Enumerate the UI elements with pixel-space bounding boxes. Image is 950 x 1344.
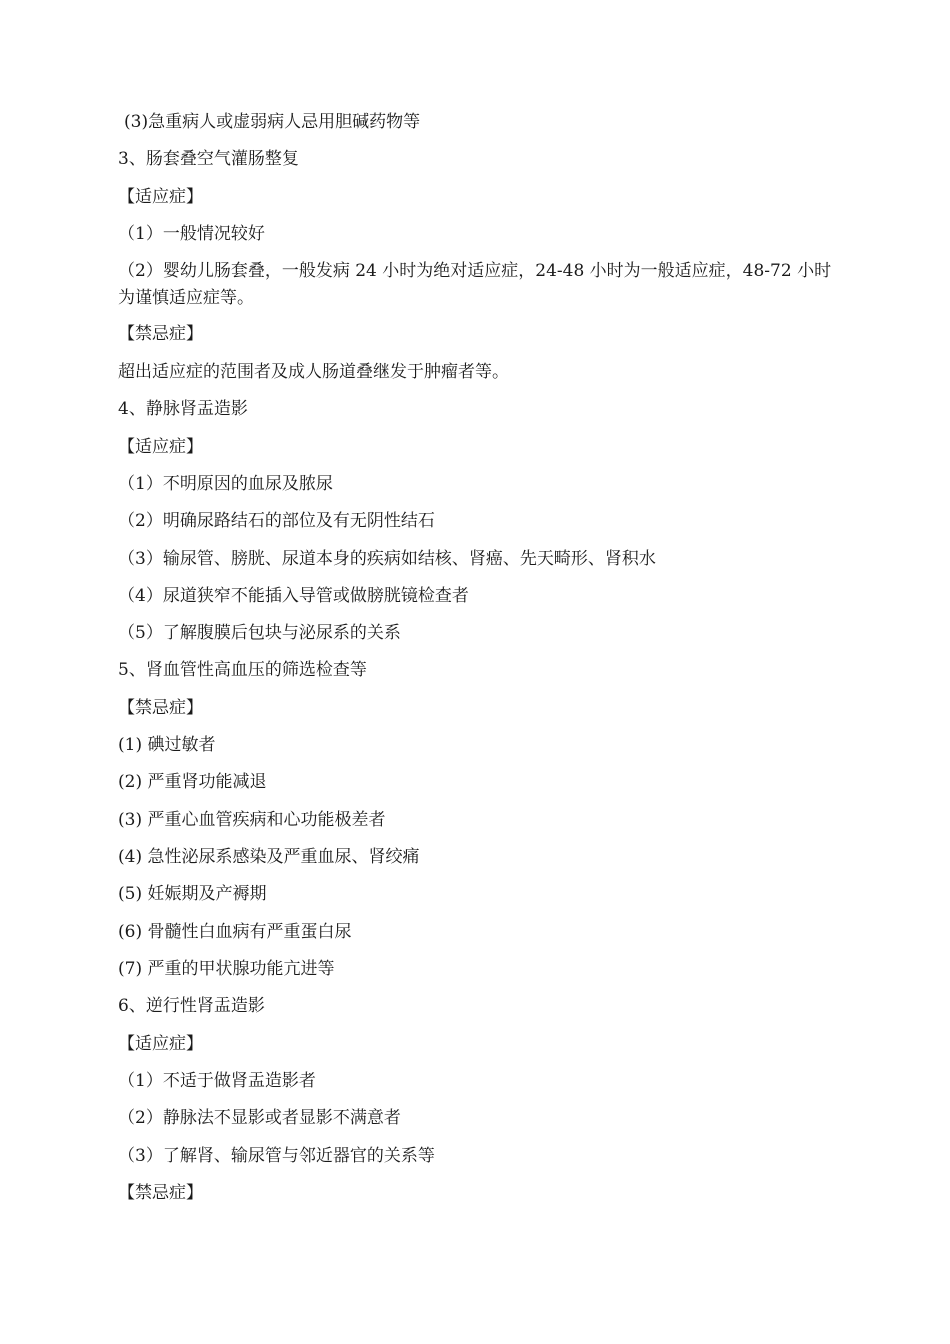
section-heading: 3、肠套叠空气灌肠整复 xyxy=(118,149,299,169)
list-item: （1）不适于做肾盂造影者 xyxy=(118,1071,316,1091)
list-item: (5) 妊娠期及产褥期 xyxy=(118,884,267,904)
subsection-label: 【适应症】 xyxy=(118,1034,203,1054)
list-item: （2）静脉法不显影或者显影不满意者 xyxy=(118,1108,401,1128)
paragraph: 超出适应症的范围者及成人肠道叠继发于肿瘤者等。 xyxy=(118,362,509,382)
section-heading: 5、肾血管性高血压的筛选检查等 xyxy=(118,660,367,680)
subsection-label: 【适应症】 xyxy=(118,437,203,457)
list-item: （4）尿道狭窄不能插入导管或做膀胱镜检查者 xyxy=(118,586,469,606)
list-item: （2）婴幼儿肠套叠，一般发病 24 小时为绝对适应症，24-48 小时为一般适应症，48-72 小时为谨慎适应症等。 xyxy=(118,261,832,308)
subsection-label: 【禁忌症】 xyxy=(118,1183,203,1203)
list-item: （2）明确尿路结石的部位及有无阴性结石 xyxy=(118,511,435,531)
list-item: (3)急重病人或虚弱病人忌用胆碱药物等 xyxy=(124,112,421,132)
list-item: (3) 严重心血管疾病和心功能极差者 xyxy=(118,810,386,830)
list-item: (6) 骨髓性白血病有严重蛋白尿 xyxy=(118,922,352,942)
list-item: (4) 急性泌尿系感染及严重血尿、肾绞痛 xyxy=(118,847,420,867)
list-item: (7) 严重的甲状腺功能亢进等 xyxy=(118,959,335,979)
list-item: (2) 严重肾功能减退 xyxy=(118,772,267,792)
list-item: （3）输尿管、膀胱、尿道本身的疾病如结核、肾癌、先天畸形、肾积水 xyxy=(118,549,656,569)
list-item: （5）了解腹膜后包块与泌尿系的关系 xyxy=(118,623,401,643)
subsection-label: 【禁忌症】 xyxy=(118,698,203,718)
list-item: （1）一般情况较好 xyxy=(118,224,265,244)
list-item: （3）了解肾、输尿管与邻近器官的关系等 xyxy=(118,1146,435,1166)
section-heading: 6、逆行性肾盂造影 xyxy=(118,996,265,1016)
subsection-label: 【禁忌症】 xyxy=(118,324,203,344)
subsection-label: 【适应症】 xyxy=(118,187,203,207)
list-item: （1）不明原因的血尿及脓尿 xyxy=(118,474,333,494)
list-item: (1) 碘过敏者 xyxy=(118,735,216,755)
section-heading: 4、静脉肾盂造影 xyxy=(118,399,248,419)
